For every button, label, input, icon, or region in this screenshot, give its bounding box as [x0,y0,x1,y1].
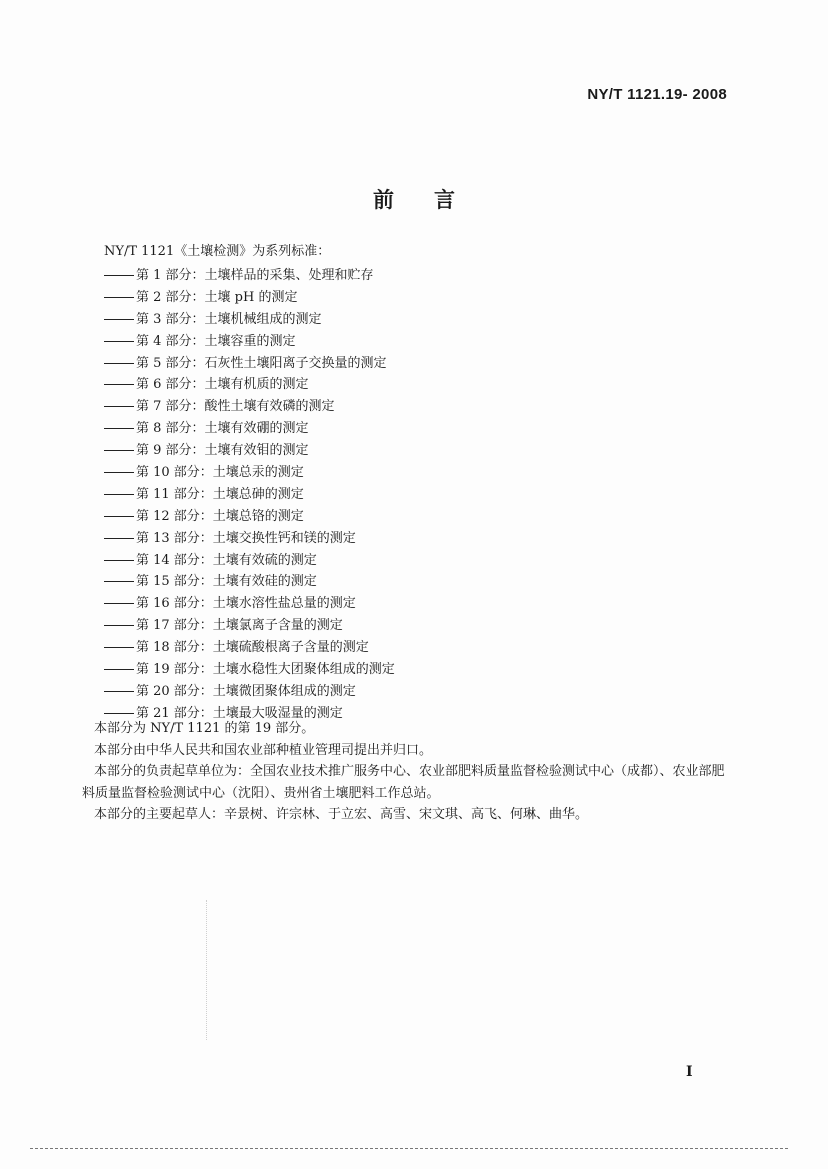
dash-mark [104,625,134,626]
dash-mark [104,428,134,429]
standard-code: NY/T 1121.19- 2008 [587,86,727,103]
list-item: 第 6 部分：土壤有机质的测定 [104,374,395,396]
parts-list [104,265,395,725]
dash-mark [104,450,134,451]
list-item: 第 7 部分：酸性土壤有效磷的测定 [104,396,395,418]
dash-mark [104,669,134,670]
dash-mark [104,406,134,407]
list-item: 第 20 部分：土壤微团聚体组成的测定 [104,681,395,703]
list-item: 第 8 部分：土壤有效硼的测定 [104,418,395,440]
list-item: 第 1 部分：土壤样品的采集、处理和贮存 [104,265,395,287]
dash-mark [104,363,134,364]
dash-mark [104,560,134,561]
dash-mark [104,647,134,648]
dash-mark [104,691,134,692]
dash-mark [104,297,134,298]
page-title: 前言 [373,188,495,212]
dash-mark [104,603,134,604]
list-item: 第 19 部分：土壤水稳性大团聚体组成的测定 [104,659,395,681]
drafters-paragraph: 本部分的主要起草人：辛景树、许宗林、于立宏、高雪、宋文琪、高飞、何琳、曲华。 [94,807,589,822]
dash-mark [104,713,134,714]
dash-mark [104,516,134,517]
foreword-paragraphs [82,718,726,826]
list-item: 第 9 部分：土壤有效钼的测定 [104,440,395,462]
list-item: 第 13 部分：土壤交换性钙和镁的测定 [104,528,395,550]
list-item: 第 21 部分：土壤最大吸湿量的测定 [104,703,395,725]
dash-mark [104,275,134,276]
proposer-paragraph: 本部分由中华人民共和国农业部种植业管理司提出并归口。 [94,742,433,758]
list-item: 第 4 部分：土壤容重的测定 [104,331,395,353]
list-item: 第 16 部分：土壤水溶性盐总量的测定 [104,593,395,615]
dash-mark [104,494,134,495]
scan-artifact [206,900,209,1040]
dash-mark [104,538,134,539]
dash-mark [104,581,134,582]
list-item: 第 5 部分：石灰性土壤阳离子交换量的测定 [104,353,395,375]
list-item: 第 18 部分：土壤硫酸根离子含量的测定 [104,637,395,659]
bottom-divider [30,1148,788,1149]
series-intro: NY/T 1121《土壤检测》为系列标准： [104,244,331,259]
dash-mark [104,341,134,342]
list-item: 第 11 部分：土壤总砷的测定 [104,484,395,506]
dash-mark [104,472,134,473]
list-item: 第 2 部分：土壤 pH 的测定 [104,287,395,309]
list-item: 第 10 部分：土壤总汞的测定 [104,462,395,484]
list-item: 第 14 部分：土壤有效硫的测定 [104,550,395,572]
dash-mark [104,319,134,320]
list-item: 第 15 部分：土壤有效硅的测定 [104,571,395,593]
list-item: 第 3 部分：土壤机械组成的测定 [104,309,395,331]
drafting-units-paragraph: 本部分的负责起草单位为：全国农业技术推广服务中心、农业部肥料质量监督检验测试中心（成都）、农业部肥料质量监督检验测试中心（沈阳）、贵州省土壤肥料工作总站。 [82,764,725,801]
list-item: 第 12 部分：土壤总铬的测定 [104,506,395,528]
dash-mark [104,384,134,385]
list-item: 第 17 部分：土壤氯离子含量的测定 [104,615,395,637]
scope-paragraph: 本部分为 NY/T 1121 的第 19 部分。 [94,721,315,736]
page-number: I [686,1064,693,1080]
